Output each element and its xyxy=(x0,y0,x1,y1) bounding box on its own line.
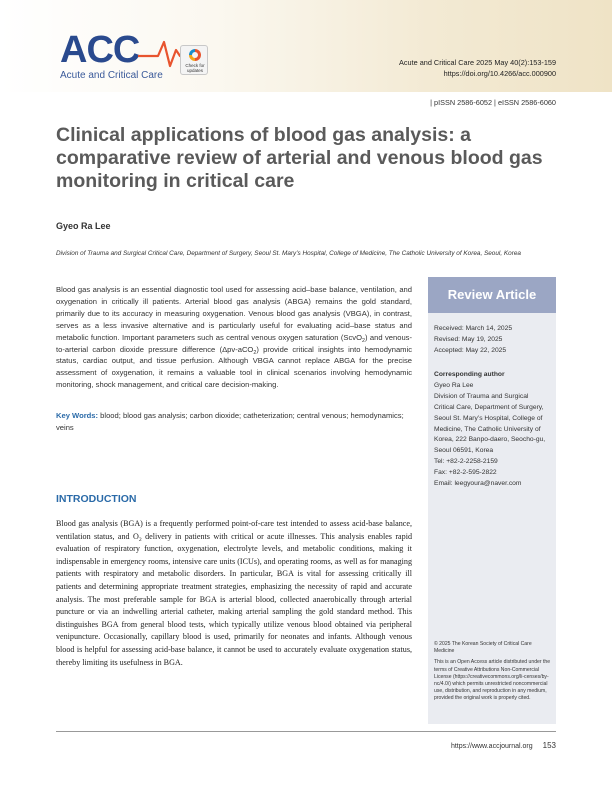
abstract-text-1: Blood gas analysis is an essential diagnostic tool used for assessing acid–base balance, ventilation, and oxygenation in critically ill patients. Arterial blood gas analysis (ABGA) remains the gold standard, primarily due to its accuracy in measuring oxygenation. Venous blood gas analysis (VBGA), in contrast, serves as a less invasive alternative and is particularly useful for evaluating acid–base status and metabolic function. Important parameters such as central venous oxygen saturation (ScvO xyxy=(56,285,412,342)
corr-line: Medicine, The Catholic University of xyxy=(434,425,541,433)
license-notice xyxy=(434,641,552,703)
corr-line: Seoul St. Mary’s Hospital, College of xyxy=(434,414,543,422)
abstract-subscript-2: 2 xyxy=(253,349,257,356)
journal-url[interactable]: https://www.accjournal.org xyxy=(450,743,533,750)
article-title: Clinical applications of blood gas analysis: a comparative review of arterial and venous blood gas monitoring in critical care xyxy=(56,124,543,192)
journal-doi[interactable]: https://doi.org/10.4266/acc.000900 xyxy=(443,69,556,78)
intro-text-1: Blood gas analysis (BGA) is a frequently performed point-of-care test intended to assess acid-base balance, ventilation status, and O xyxy=(56,519,412,541)
logo-subtitle: Acute and Critical Care xyxy=(60,70,163,81)
keywords xyxy=(56,410,412,434)
received-date: Received: March 14, 2025 xyxy=(434,325,513,332)
abstract-text-3: ) provide critical insights into hemodynamic status, cardiac output, and tissue perfusion. Although VBGA cannot replace ABGA for the precise assessment of oxygenation, it remains a valuable tool in clinical scenarios involving hemodynamic monitoring, shock management, and critical care decision-making. xyxy=(56,344,412,390)
corr-line: Gyeo Ra Lee xyxy=(434,381,474,389)
author-name: Gyeo Ra Lee xyxy=(56,221,111,231)
logo-text: ACC xyxy=(60,29,140,71)
article-sidebar xyxy=(428,277,556,724)
intro-text-2: delivery in patients with critical or acute illnesses. This analysis enables rapid evaluation of respiratory function, oxygenation, electrolyte levels, and metabolic conditions, making it indispensable in emergency rooms, intensive care units (ICUs), and operating rooms, as well as for managing patients with respiratory and metabolic disorders. In particular, BGA is vital for assessing critically ill patients and determining appropriate treatment strategies, emphasizing the necessity of rapid and accurate analysis. The most preferable sample for BGA is arterial blood, collected anaerobically through arterial puncture or via an indwelling arterial catheter, making arterial sampling the gold standard method. This distinguishes BGA from general blood tests, which typically utilize venous blood obtained via peripheral venipuncture. Occasionally, capillary blood is used, primarily for neonates and infants. Although venous blood is helpful for assessing acid-base balance, it cannot be used to accurately evaluate oxygenation status, thereby limiting its usefulness in BGA. xyxy=(56,531,412,667)
keywords-label: Key Words: xyxy=(56,411,99,420)
article-dates xyxy=(434,323,552,356)
issn: | pISSN 2586-6052 | eISSN 2586-6060 xyxy=(430,98,556,107)
abstract-text-2: ) and venous-to-arterial carbon dioxide pressure difference (Δpv-aCO xyxy=(56,332,412,354)
keywords-list: blood; blood gas analysis; carbon dioxide; catheterization; central venous; hemodynamics; veins xyxy=(56,411,404,432)
revised-date: Revised: May 19, 2025 xyxy=(434,336,503,343)
accepted-date: Accepted: May 22, 2025 xyxy=(434,347,507,354)
copyright-line: © 2025 The Korean Society of Critical Care Medicine xyxy=(434,641,532,655)
page-number: 153 xyxy=(542,741,556,750)
corr-line: Seoul 06591, Korea xyxy=(434,447,494,455)
corr-email[interactable]: Email: leegyoura@naver.com xyxy=(434,480,522,488)
journal-issue: Acute and Critical Care 2025 May 40(2):153-159 xyxy=(399,58,556,67)
check-for-updates-badge[interactable] xyxy=(180,45,208,75)
check-badge-label: Check for updates xyxy=(185,63,205,73)
article-type-badge: Review Article xyxy=(428,277,556,313)
corresponding-author xyxy=(434,370,552,490)
abstract-subscript-1: 2 xyxy=(362,337,365,344)
corr-line: Critical Care, Department of Surgery, xyxy=(434,403,544,411)
corresponding-author-label: Corresponding author xyxy=(434,371,505,378)
corr-phone: Tel: +82-2-2258-2159 xyxy=(434,458,498,466)
author-affiliation: Division of Trauma and Surgical Critical Care, Department of Surgery, Seoul St. Mary’s Hospital, College of Medicine, The Catholic University of Korea, Seoul, Korea xyxy=(56,250,521,257)
journal-citation xyxy=(399,57,556,79)
introduction-text xyxy=(56,518,412,669)
license-text: This is an Open Access article distributed under the terms of Creative Attributions Non-Commercial License (https://creativecommons.org/li-censes/by-nc/4.0/) which permits unrestricted noncommercial use, distribution, and reproduction in any medium, provided the original work is properly cited. xyxy=(434,659,551,702)
corr-line: Division of Trauma and Surgical xyxy=(434,392,529,400)
intro-subscript: 2 xyxy=(138,536,142,543)
corr-fax: Fax: +82-2-595-2822 xyxy=(434,469,497,477)
footer-divider xyxy=(56,731,556,732)
page-footer xyxy=(451,741,556,750)
corr-line: Korea, 222 Banpo-daero, Seocho-gu, xyxy=(434,436,546,444)
crossmark-icon xyxy=(189,49,201,61)
introduction-heading: INTRODUCTION xyxy=(56,493,137,505)
abstract xyxy=(56,284,412,391)
journal-logo[interactable] xyxy=(60,30,190,82)
